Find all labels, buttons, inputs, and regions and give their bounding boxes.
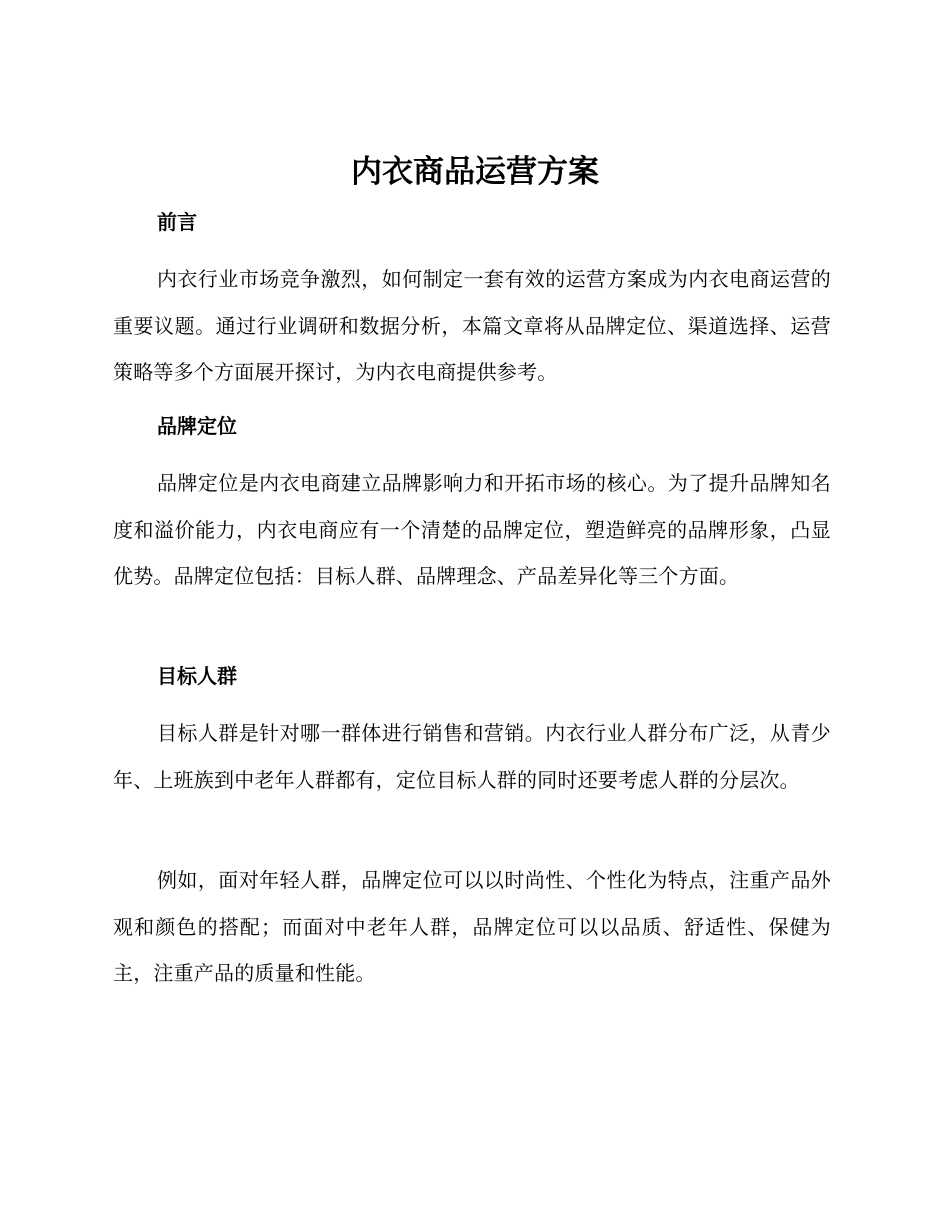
section-heading-preface: 前言 xyxy=(157,210,197,234)
document-title: 内衣商品运营方案 xyxy=(351,154,599,190)
paragraph-target-audience: 目标人群是针对哪一群体进行销售和营销。内衣行业人群分布广泛，从青少年、上班族到中老年人群都有，定位目标人群的同时还要考虑人群的分层次。 xyxy=(113,721,831,792)
paragraph-brand-positioning: 品牌定位是内衣电商建立品牌影响力和开拓市场的核心。为了提升品牌知名度和溢价能力，内衣电商应有一个清楚的品牌定位，塑造鲜亮的品牌形象，凸显优势。品牌定位包括：目标人群、品牌理念、产品差异化等三个方面。 xyxy=(113,471,831,588)
section-heading-target-audience: 目标人群 xyxy=(157,664,237,688)
paragraph-target-audience-example: 例如，面对年轻人群，品牌定位可以以时尚性、个性化为特点，注重产品外观和颜色的搭配；而面对中老年人群，品牌定位可以以品质、舒适性、保健为主，注重产品的质量和性能。 xyxy=(113,868,831,985)
paragraph-preface: 内衣行业市场竞争激烈，如何制定一套有效的运营方案成为内衣电商运营的重要议题。通过行业调研和数据分析，本篇文章将从品牌定位、渠道选择、运营策略等多个方面展开探讨，为内衣电商提供参考。 xyxy=(113,267,831,384)
section-heading-brand-positioning: 品牌定位 xyxy=(157,414,237,438)
